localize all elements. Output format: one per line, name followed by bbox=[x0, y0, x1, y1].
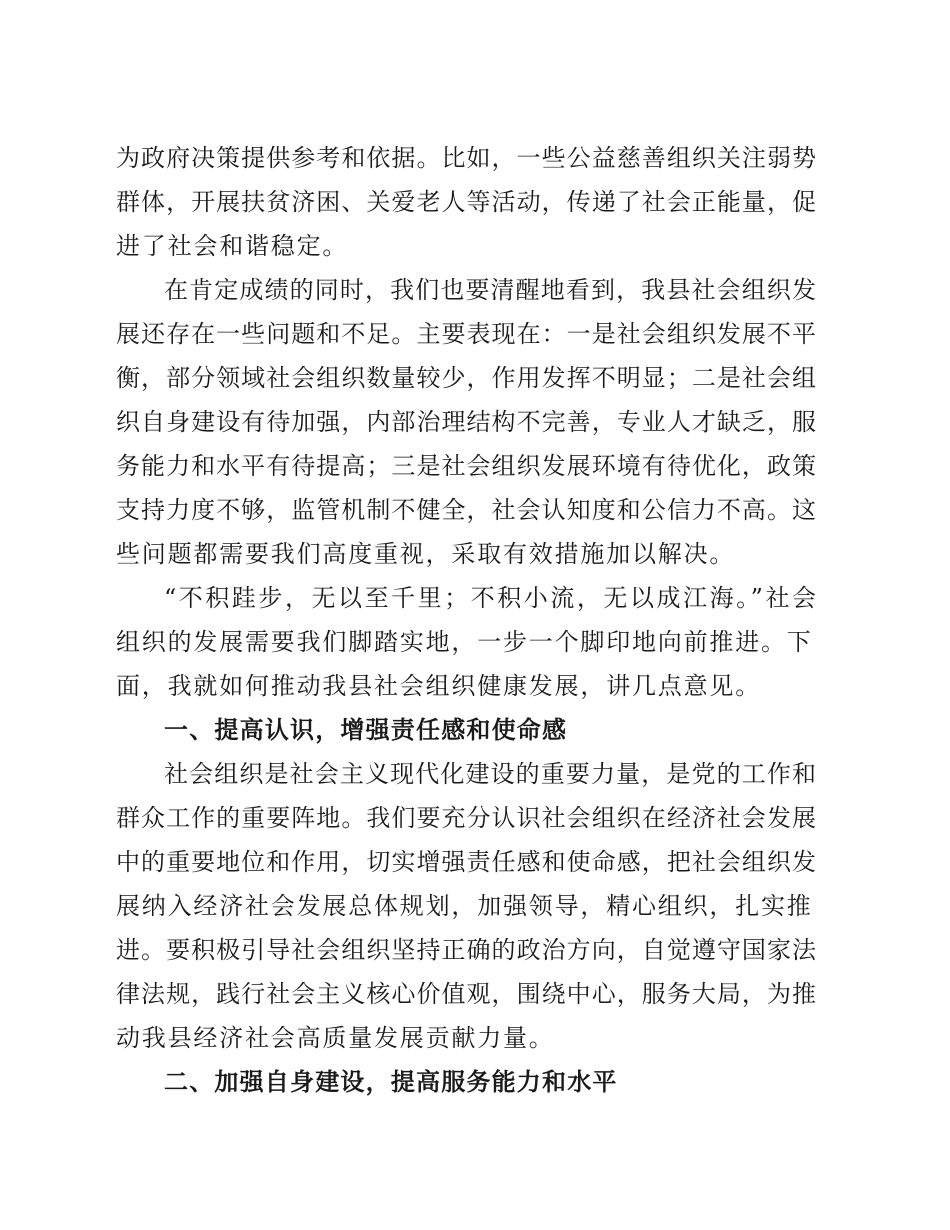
section-heading-1: 一、提高认识，增强责任感和使命感 bbox=[164, 716, 568, 744]
text-line: 些问题都需要我们高度重视，采取有效措施加以解决。 bbox=[116, 540, 736, 568]
text-line: 进了社会和谐稳定。 bbox=[116, 232, 349, 260]
text-line: 衡，部分领域社会组织数量较少，作用发挥不明显；二是社会组 bbox=[116, 364, 816, 392]
paragraph-first-line: 在肯定成绩的同时，我们也要清醒地看到，我县社会组织发 bbox=[164, 276, 816, 304]
paragraph-first-line: 社会组织是社会主义现代化建设的重要力量，是党的工作和 bbox=[164, 760, 816, 788]
text-line: 群众工作的重要阵地。我们要充分认识社会组织在经济社会发展 bbox=[116, 804, 816, 832]
text-line: 律法规，践行社会主义核心价值观，围绕中心，服务大局，为推 bbox=[116, 980, 816, 1008]
text-line: 织自身建设有待加强，内部治理结构不完善，专业人才缺乏，服 bbox=[116, 408, 816, 436]
text-line: 动我县经济社会高质量发展贡献力量。 bbox=[116, 1024, 555, 1052]
text-line: 支持力度不够，监管机制不健全，社会认知度和公信力不高。这 bbox=[116, 496, 816, 524]
text-line: 组织的发展需要我们脚踏实地，一步一个脚印地向前推进。下 bbox=[116, 628, 813, 656]
text-line: 为政府决策提供参考和依据。比如，一些公益慈善组织关注弱势 bbox=[116, 144, 816, 172]
text-line: 群体，开展扶贫济困、关爱老人等活动，传递了社会正能量，促 bbox=[116, 188, 816, 216]
text-line: 中的重要地位和作用，切实增强责任感和使命感，把社会组织发 bbox=[116, 848, 816, 876]
text-line: 面，我就如何推动我县社会组织健康发展，讲几点意见。 bbox=[116, 672, 761, 700]
text-line: 展还存在一些问题和不足。主要表现在：一是社会组织发展不平 bbox=[116, 320, 816, 348]
text-line: 进。要积极引导社会组织坚持正确的政治方向，自觉遵守国家法 bbox=[116, 936, 816, 964]
text-line: 展纳入经济社会发展总体规划，加强领导，精心组织，扎实推 bbox=[116, 892, 813, 920]
text-line: 务能力和水平有待提高；三是社会组织发展环境有待优化，政策 bbox=[116, 452, 816, 480]
section-heading-2: 二、加强自身建设，提高服务能力和水平 bbox=[164, 1068, 618, 1096]
paragraph-first-line: “不积跬步，无以至千里；不积小流，无以成江海。”社会 bbox=[164, 584, 816, 612]
